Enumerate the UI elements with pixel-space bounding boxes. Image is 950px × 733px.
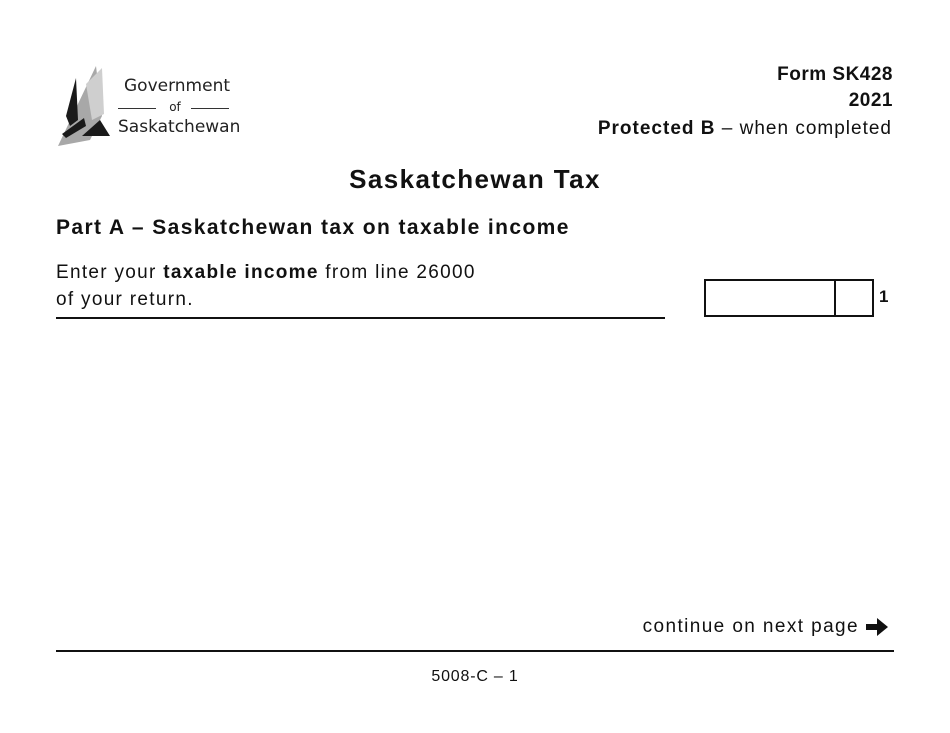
- form-number: Form SK428: [777, 64, 893, 85]
- logo-text-saskatchewan: Saskatchewan: [118, 117, 241, 137]
- footer-divider: [56, 650, 894, 652]
- page-title: Saskatchewan Tax: [349, 164, 601, 194]
- taxable-income-term: taxable income: [163, 262, 319, 283]
- line-1-cents-input[interactable]: [836, 281, 872, 315]
- part-a-heading: Part A – Saskatchewan tax on taxable income: [56, 216, 570, 239]
- line-number: 1: [879, 287, 889, 306]
- protected-suffix: – when completed: [715, 118, 892, 139]
- protected-notice: [598, 118, 892, 140]
- continue-text: continue on next page: [642, 616, 859, 637]
- line-1-dollars-input[interactable]: [706, 281, 836, 315]
- logo-text-government: Government: [124, 76, 231, 96]
- form-page-code: 5008-C – 1: [431, 668, 519, 685]
- arrow-right-icon: [864, 616, 890, 638]
- form-year: 2021: [848, 90, 893, 111]
- continue-notice: [643, 616, 890, 638]
- form-identifier: [777, 62, 893, 114]
- government-logo: [56, 64, 246, 150]
- logo-text-of: of: [118, 100, 232, 114]
- saskatchewan-wheat-emblem-icon: [56, 64, 118, 150]
- protected-label: Protected B: [597, 118, 716, 139]
- line-1-amount-field[interactable]: [704, 279, 874, 317]
- line-1-instruction: Enter your taxable income from line 26000 of your return.: [56, 259, 665, 319]
